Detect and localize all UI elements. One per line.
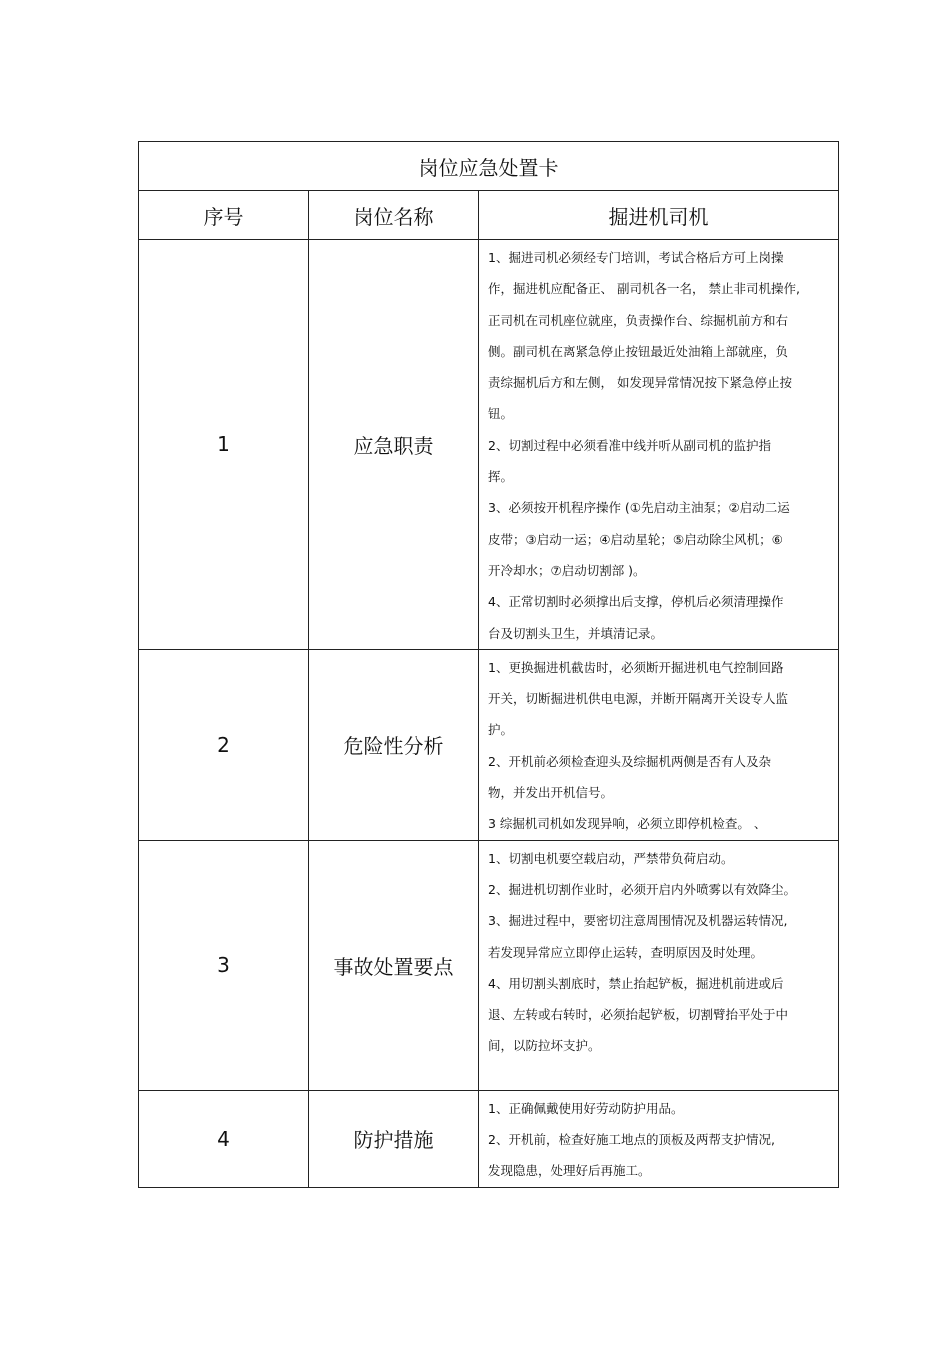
row-content xyxy=(479,649,839,840)
content-line: 若发现异常应立即停止运转，查明原因及时处理。 xyxy=(488,944,764,960)
content-line: 护。 xyxy=(488,722,514,738)
table-row xyxy=(139,1090,839,1187)
table-row xyxy=(139,240,839,650)
content-line: 3 综掘机司机如发现异响，必须立即停机检查。 、 xyxy=(488,816,767,832)
row-number: 3 xyxy=(139,840,309,1090)
content-line: 2、掘进机切割作业时，必须开启内外喷雾以有效降尘。 xyxy=(488,881,796,897)
content-line: 间，以防拉坏支护。 xyxy=(488,1038,601,1054)
header-post-name: 岗位名称 xyxy=(309,191,479,240)
content-line: 退、左转或右转时，必须抬起铲板，切割臂抬平处于中 xyxy=(488,1007,789,1023)
row-name: 应急职责 xyxy=(309,240,479,650)
content-line: 物，并发出开机信号。 xyxy=(488,785,614,801)
table-row xyxy=(139,840,839,1090)
row-content xyxy=(479,840,839,1090)
content-line: 2、开机前，检查好施工地点的顶板及两帮支护情况, xyxy=(488,1131,775,1147)
content-line: 1、更换掘进机截齿时，必须断开掘进机电气控制回路 xyxy=(488,659,784,675)
content-line: 作，掘进机应配备正、 副司机各一名， 禁止非司机操作, xyxy=(488,281,800,297)
content-line: 皮带；③启动一运；④启动星轮；⑤启动除尘风机；⑥ xyxy=(488,531,783,547)
content-line: 4、正常切割时必须撑出后支撑，停机后必须清理操作 xyxy=(488,594,784,610)
row-number: 1 xyxy=(139,240,309,650)
emergency-card-table xyxy=(138,141,839,1188)
row-name: 事故处置要点 xyxy=(309,840,479,1090)
content-line: 侧。副司机在离紧急停止按钮最近处油箱上部就座，负 xyxy=(488,343,789,359)
content-line: 1、切割电机要空载启动，严禁带负荷启动。 xyxy=(488,850,734,866)
card-title: 岗位应急处置卡 xyxy=(139,142,839,191)
content-line: 台及切割头卫生，并填清记录。 xyxy=(488,625,664,641)
content-line: 正司机在司机座位就座，负责操作台、综掘机前方和右 xyxy=(488,312,789,328)
content-line: 2、开机前必须检查迎头及综掘机两侧是否有人及杂 xyxy=(488,753,771,769)
content-line: 责综掘机后方和左侧， 如发现异常情况按下紧急停止按 xyxy=(488,375,792,391)
header-post-value: 掘进机司机 xyxy=(479,191,839,240)
row-number: 4 xyxy=(139,1090,309,1187)
content-line: 1、掘进司机必须经专门培训，考试合格后方可上岗操 xyxy=(488,250,784,265)
row-content xyxy=(479,240,839,650)
header-number: 序号 xyxy=(139,191,309,240)
content-line: 3、掘进过程中，要密切注意周围情况及机器运转情况, xyxy=(488,913,788,929)
content-line: 开冷却水；⑦启动切割部 )。 xyxy=(488,562,646,578)
content-line: 4、用切割头割底时，禁止抬起铲板，掘进机前进或后 xyxy=(488,975,784,991)
row-name: 危险性分析 xyxy=(309,649,479,840)
row-name: 防护措施 xyxy=(309,1090,479,1187)
content-line: 挥。 xyxy=(488,469,514,485)
row-number: 2 xyxy=(139,649,309,840)
content-line: 1、正确佩戴使用好劳动防护用品。 xyxy=(488,1100,684,1116)
table-row xyxy=(139,649,839,840)
row-content xyxy=(479,1090,839,1187)
content-line: 2、切割过程中必须看准中线并听从副司机的监护指 xyxy=(488,437,771,453)
content-line: 开关，切断掘进机供电电源，并断开隔离开关设专人监 xyxy=(488,691,789,707)
content-line: 钮。 xyxy=(488,406,514,422)
content-line: 发现隐患，处理好后再施工。 xyxy=(488,1163,651,1179)
content-line: 3、必须按开机程序操作 (①先启动主油泵；②启动二运 xyxy=(488,500,790,516)
